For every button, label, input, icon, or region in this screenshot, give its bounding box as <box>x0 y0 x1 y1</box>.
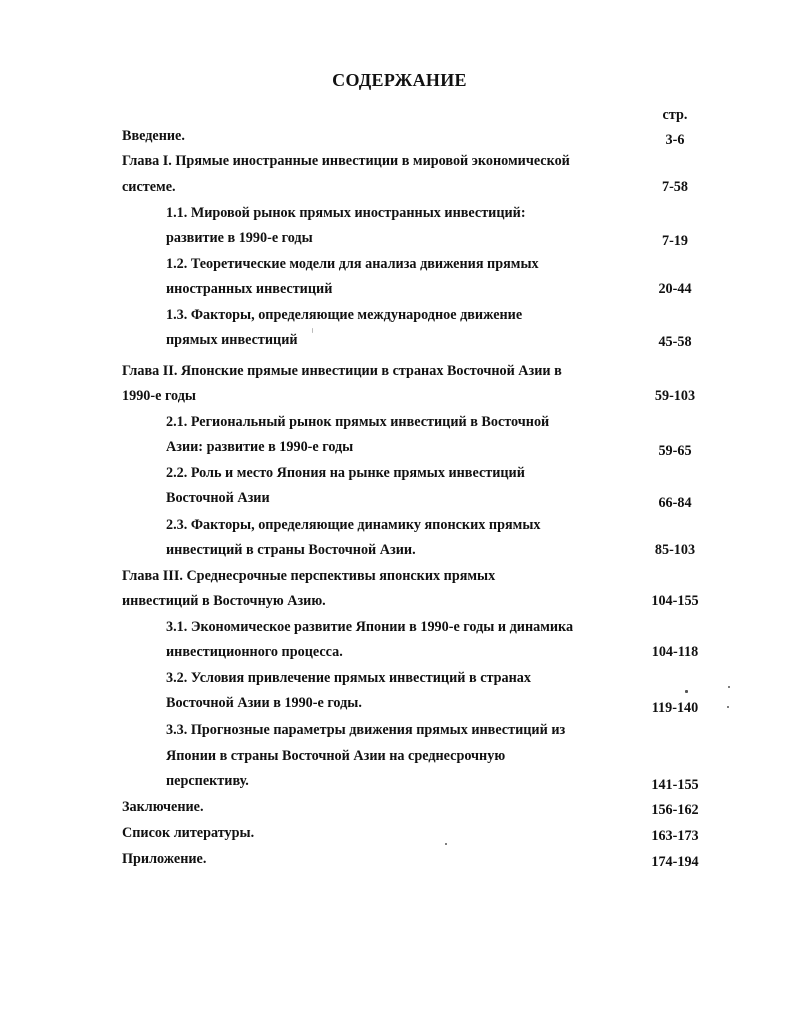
toc-entry-text: Заключение. <box>122 799 204 815</box>
toc-entry-page: 20-44 <box>658 281 692 297</box>
toc-entry-text: 1.2. Теоретические модели для анализа движения прямых <box>166 256 539 272</box>
toc-entry-text: Глава II. Японские прямые инвестиции в странах Восточной Азии в <box>122 363 562 379</box>
toc-entry-text: 2.3. Факторы, определяющие динамику японских прямых <box>166 517 541 533</box>
toc-entry-page: 66-84 <box>658 495 692 511</box>
toc-entry-text: Восточной Азии <box>166 490 270 506</box>
toc-entry-text: 3.3. Прогнозные параметры движения прямых инвестиций из <box>166 722 566 738</box>
toc-entry-text: 1.3. Факторы, определяющие международное движение <box>166 307 523 323</box>
toc-entry-page: 7-19 <box>661 233 688 249</box>
page-title: СОДЕРЖАНИЕ <box>332 70 467 90</box>
toc-entry-page: 104-155 <box>651 593 699 609</box>
toc-entry-text: 2.1. Региональный рынок прямых инвестиций в Восточной <box>166 414 550 430</box>
toc-entry-text: Глава III. Среднесрочные перспективы японских прямых <box>122 568 496 584</box>
toc-entry-text: Японии в страны Восточной Азии на среднесрочную <box>166 748 506 764</box>
toc-entry-page: 174-194 <box>651 854 699 870</box>
toc-entry-page: 163-173 <box>651 828 699 844</box>
toc-entry-text: Восточной Азии в 1990-е годы. <box>166 695 362 711</box>
toc-entry-text: прямых инвестиций <box>166 332 298 348</box>
toc-entry-text: Список литературы. <box>122 825 255 841</box>
toc-entry-text: Азии: развитие в 1990-е годы <box>166 439 354 455</box>
toc-entry-page: 59-103 <box>654 388 696 404</box>
toc-entry-page: 156-162 <box>651 802 699 818</box>
toc-entry-text: 1.1. Мировой рынок прямых иностранных инвестиций: <box>166 205 526 221</box>
toc-entry-text: 2.2. Роль и место Япония на рынке прямых инвестиций <box>166 465 525 481</box>
toc-entry-text: инвестиций в страны Восточной Азии. <box>166 542 416 558</box>
toc-entry-page: 104-118 <box>651 644 699 660</box>
toc-entry-page: 3-6 <box>665 132 685 148</box>
toc-entry-text: 1990-е годы <box>122 388 196 404</box>
toc-entry-text: инвестиционного процесса. <box>166 644 343 660</box>
toc-entry-text: Приложение. <box>122 851 207 867</box>
scan-speck <box>728 686 730 688</box>
page-column-header: стр. <box>662 107 688 123</box>
scan-speck <box>312 328 313 333</box>
toc-entry-text: Введение. <box>122 128 185 144</box>
toc-entry-text: иностранных инвестиций <box>166 281 333 297</box>
toc-entry-page: 7-58 <box>661 179 688 195</box>
toc-entry-text: перспективу. <box>166 773 249 789</box>
toc-entry-text: 3.1. Экономическое развитие Японии в 1990-е годы и динамика <box>166 619 574 635</box>
toc-entry-page: 59-65 <box>658 443 692 459</box>
scan-speck <box>445 843 447 845</box>
toc-entry-page: 141-155 <box>651 777 699 793</box>
toc-entry-text: развитие в 1990-е годы <box>166 230 313 246</box>
toc-entry-text: системе. <box>122 179 176 195</box>
toc-entry-page: 119-140 <box>651 700 699 716</box>
scan-speck <box>727 706 729 708</box>
toc-entry-text: Глава I. Прямые иностранные инвестиции в мировой экономической <box>122 153 570 169</box>
toc-entry-text: 3.2. Условия привлечение прямых инвестиций в странах <box>166 670 531 686</box>
toc-entry-text: инвестиций в Восточную Азию. <box>122 593 326 609</box>
toc-entry-page: 85-103 <box>654 542 696 558</box>
toc-entry-page: 45-58 <box>658 334 692 350</box>
scan-speck <box>685 690 688 693</box>
